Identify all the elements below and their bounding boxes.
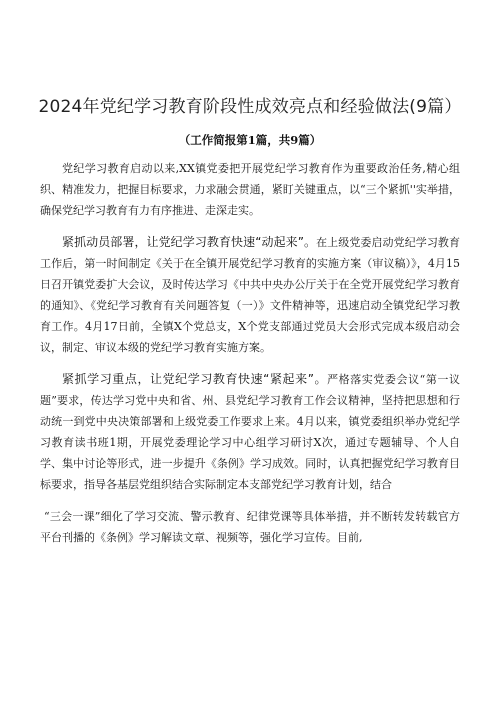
paragraph-study-focus (40, 369, 460, 495)
paragraph-text: 在上级党委启动党纪学习教育工作后，第一时间制定《关于在全镇开展党纪学习教育的实施方案（审议稿）》，4月15日召开镇党委扩大会议，及时传达学习《中共中央办公厅关于在全党开展党纪学习教育的通知》、《党纪学习教育有关问题答复（一）》文件精神等，迅速启动全镇党纪学习教育工作。4月17日前，全镇X个党总支，X个党支部通过党员大会形式完成本级启动会议，制定、审议本级的党纪学习教育实施方案。 (40, 236, 460, 354)
paragraph-text: 党纪学习教育启动以来,XX镇党委把开展党纪学习教育作为重要政治任务,精心组织、精准发力，把握目标要求，力求融会贯通，紧盯关键重点，以“三个紧抓''实举措，确保党纪学习教育有力有序推进、走深走实。 (40, 162, 460, 217)
paragraph-text: “三会一课”细化了学习交流、警示教育、纪律党课等具体举措，并不断转发转载官方平台刊播的《条例》学习解读文章、视频等，强化学习宣传。目前, (40, 510, 460, 544)
paragraph-intro (40, 158, 460, 221)
paragraph-text: 严格落实党委会议“第一议题”要求，传达学习党中央和省、州、县党纪学习教育工作会议精神，坚持把思想和行动统一到党中央决策部署和上级党委工作要求上来。4月以来，镇党委组织举办党纪学习教育读书班1期，开展党委理论学习中心组学习研讨X次，通过专题辅导、个人自学、集中讨论等形式，进一步提升《条例》学习成效。同时，认真把握党纪学习教育目标要求，指导各基层党组织结合实际制定本支部党纪学习教育计划，结合 (40, 373, 460, 491)
document-title: 2024年党纪学习教育阶段性成效亮点和经验做法(9篇） (38, 97, 462, 117)
document-body (40, 158, 460, 559)
paragraph-mobilization (40, 232, 460, 358)
paragraph-continuation (40, 506, 460, 548)
paragraph-lead: 紧抓学习重点，让党纪学习教育快速“紧起来”。 (62, 372, 328, 386)
document-subtitle: （工作简报第1篇，共9篇） (178, 133, 322, 147)
paragraph-lead: 紧抓动员部署，让党纪学习教育快速“动起来”。 (62, 235, 317, 249)
